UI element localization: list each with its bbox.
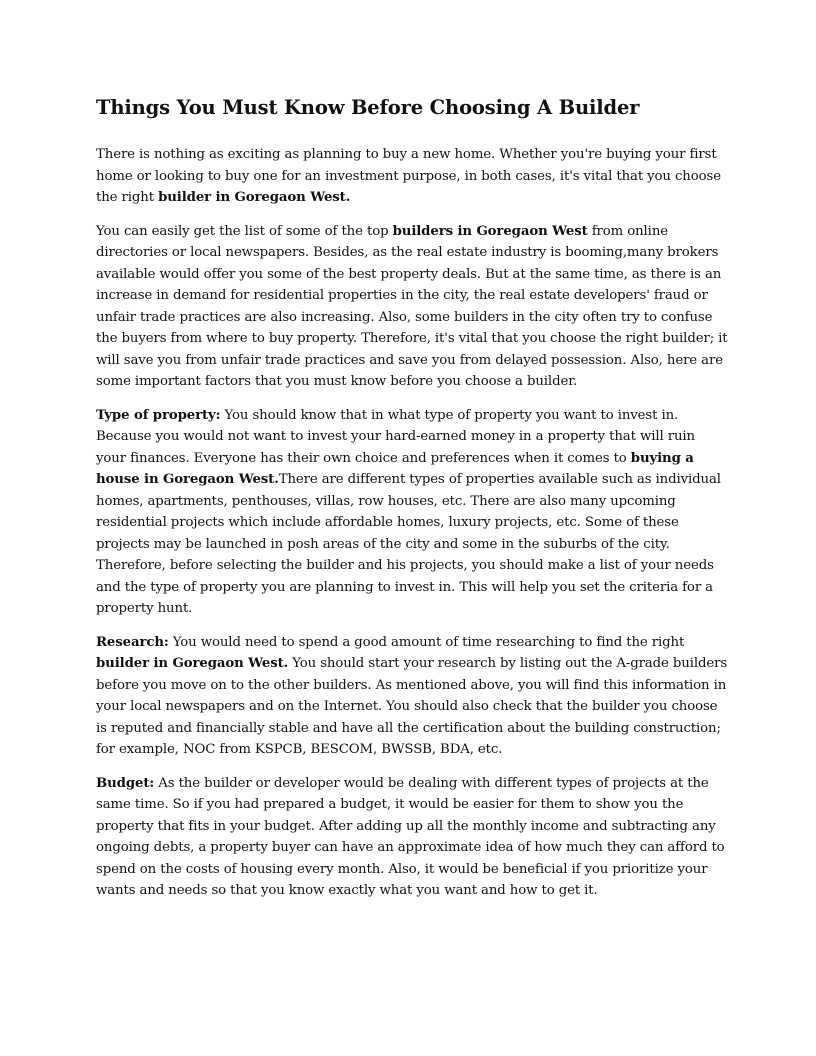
type-of-property-text-start: You should know that in what type of property you want to invest in. Because you would not want to invest your hard-earned money in a property that will ruin your finances. Everyone has their own choice and preferences when it comes to [96,407,695,466]
document-title: Things You Must Know Before Choosing A Builder [96,96,640,119]
research-bold-phrase: builder in Goregaon West. [96,656,289,671]
type-of-property-bold-phrase: buying a house in Goregaon West. [96,450,694,487]
builders-list-bold-phrase: builders in Goregaon West [392,223,588,239]
budget-paragraph [96,773,728,902]
builders-list-text-end: from online directories or local newspapers. Besides, as the real estate industry is booming,many brokers available would offer you some of the best property deals. But at the same time, as there is an increase in demand for residential properties in the city, the real estate developers' fraud or unfair trade practices are also increasing. Also, some builders in the city often try to confuse the buyers from where to buy property. Therefore, it's vital that you choose the right builder; it will save you from unfair trade practices and save you from delayed possession. Also, here are some important factors that you must know before you choose a builder. [96,223,728,389]
builders-list-paragraph [96,221,728,393]
intro-paragraph [96,144,728,209]
budget-text: As the builder or developer would be dealing with different types of projects at the same time. So if you had prepared a budget, it would be easier for them to show you the property that fits in your budget. After adding up all the monthly income and subtracting any ongoing debts, a property buyer can have an approximate idea of how much they can afford to spend on the costs of housing every month. Also, it would be beneficial if you prioritize your wants and needs so that you know exactly what you want and how to get it. [96,775,725,898]
type-of-property-paragraph [96,405,728,620]
research-paragraph [96,632,728,761]
type-of-property-text-end: There are different types of properties available such as individual homes, apartments, penthouses, villas, row houses, etc. There are also many upcoming residential projects which include affordable homes, luxury projects, etc. Some of these projects may be launched in posh areas of the city and some in the suburbs of the city. Therefore, before selecting the builder and his projects, you should make a list of your needs and the type of property you are planning to invest in. This will help you set the criteria for a property hunt. [96,472,721,616]
budget-heading: Budget: [96,775,155,791]
intro-bold-phrase: builder in Goregaon West. [158,190,351,205]
research-text-end: You should start your research by listing out the A-grade builders before you move on to the other builders. As mentioned above, you will find this information in your local newspapers and on the Internet. You should also check that the builder you choose is reputed and financially stable and have all the certification about the building construction; for example, NOC from KSPCB, BESCOM, BWSSB, BDA, etc. [96,656,728,757]
research-heading: Research: [96,634,169,650]
builders-list-text-start: You can easily get the list of some of the top [96,223,393,239]
document-page [96,94,728,914]
type-of-property-heading: Type of property: [96,407,221,423]
intro-text: There is nothing as exciting as planning to buy a new home. Whether you're buying your first home or looking to buy one for an investment purpose, in both cases, it's vital that you choose the right [96,147,721,205]
research-text-start: You would need to spend a good amount of time researching to find the right [168,634,685,650]
